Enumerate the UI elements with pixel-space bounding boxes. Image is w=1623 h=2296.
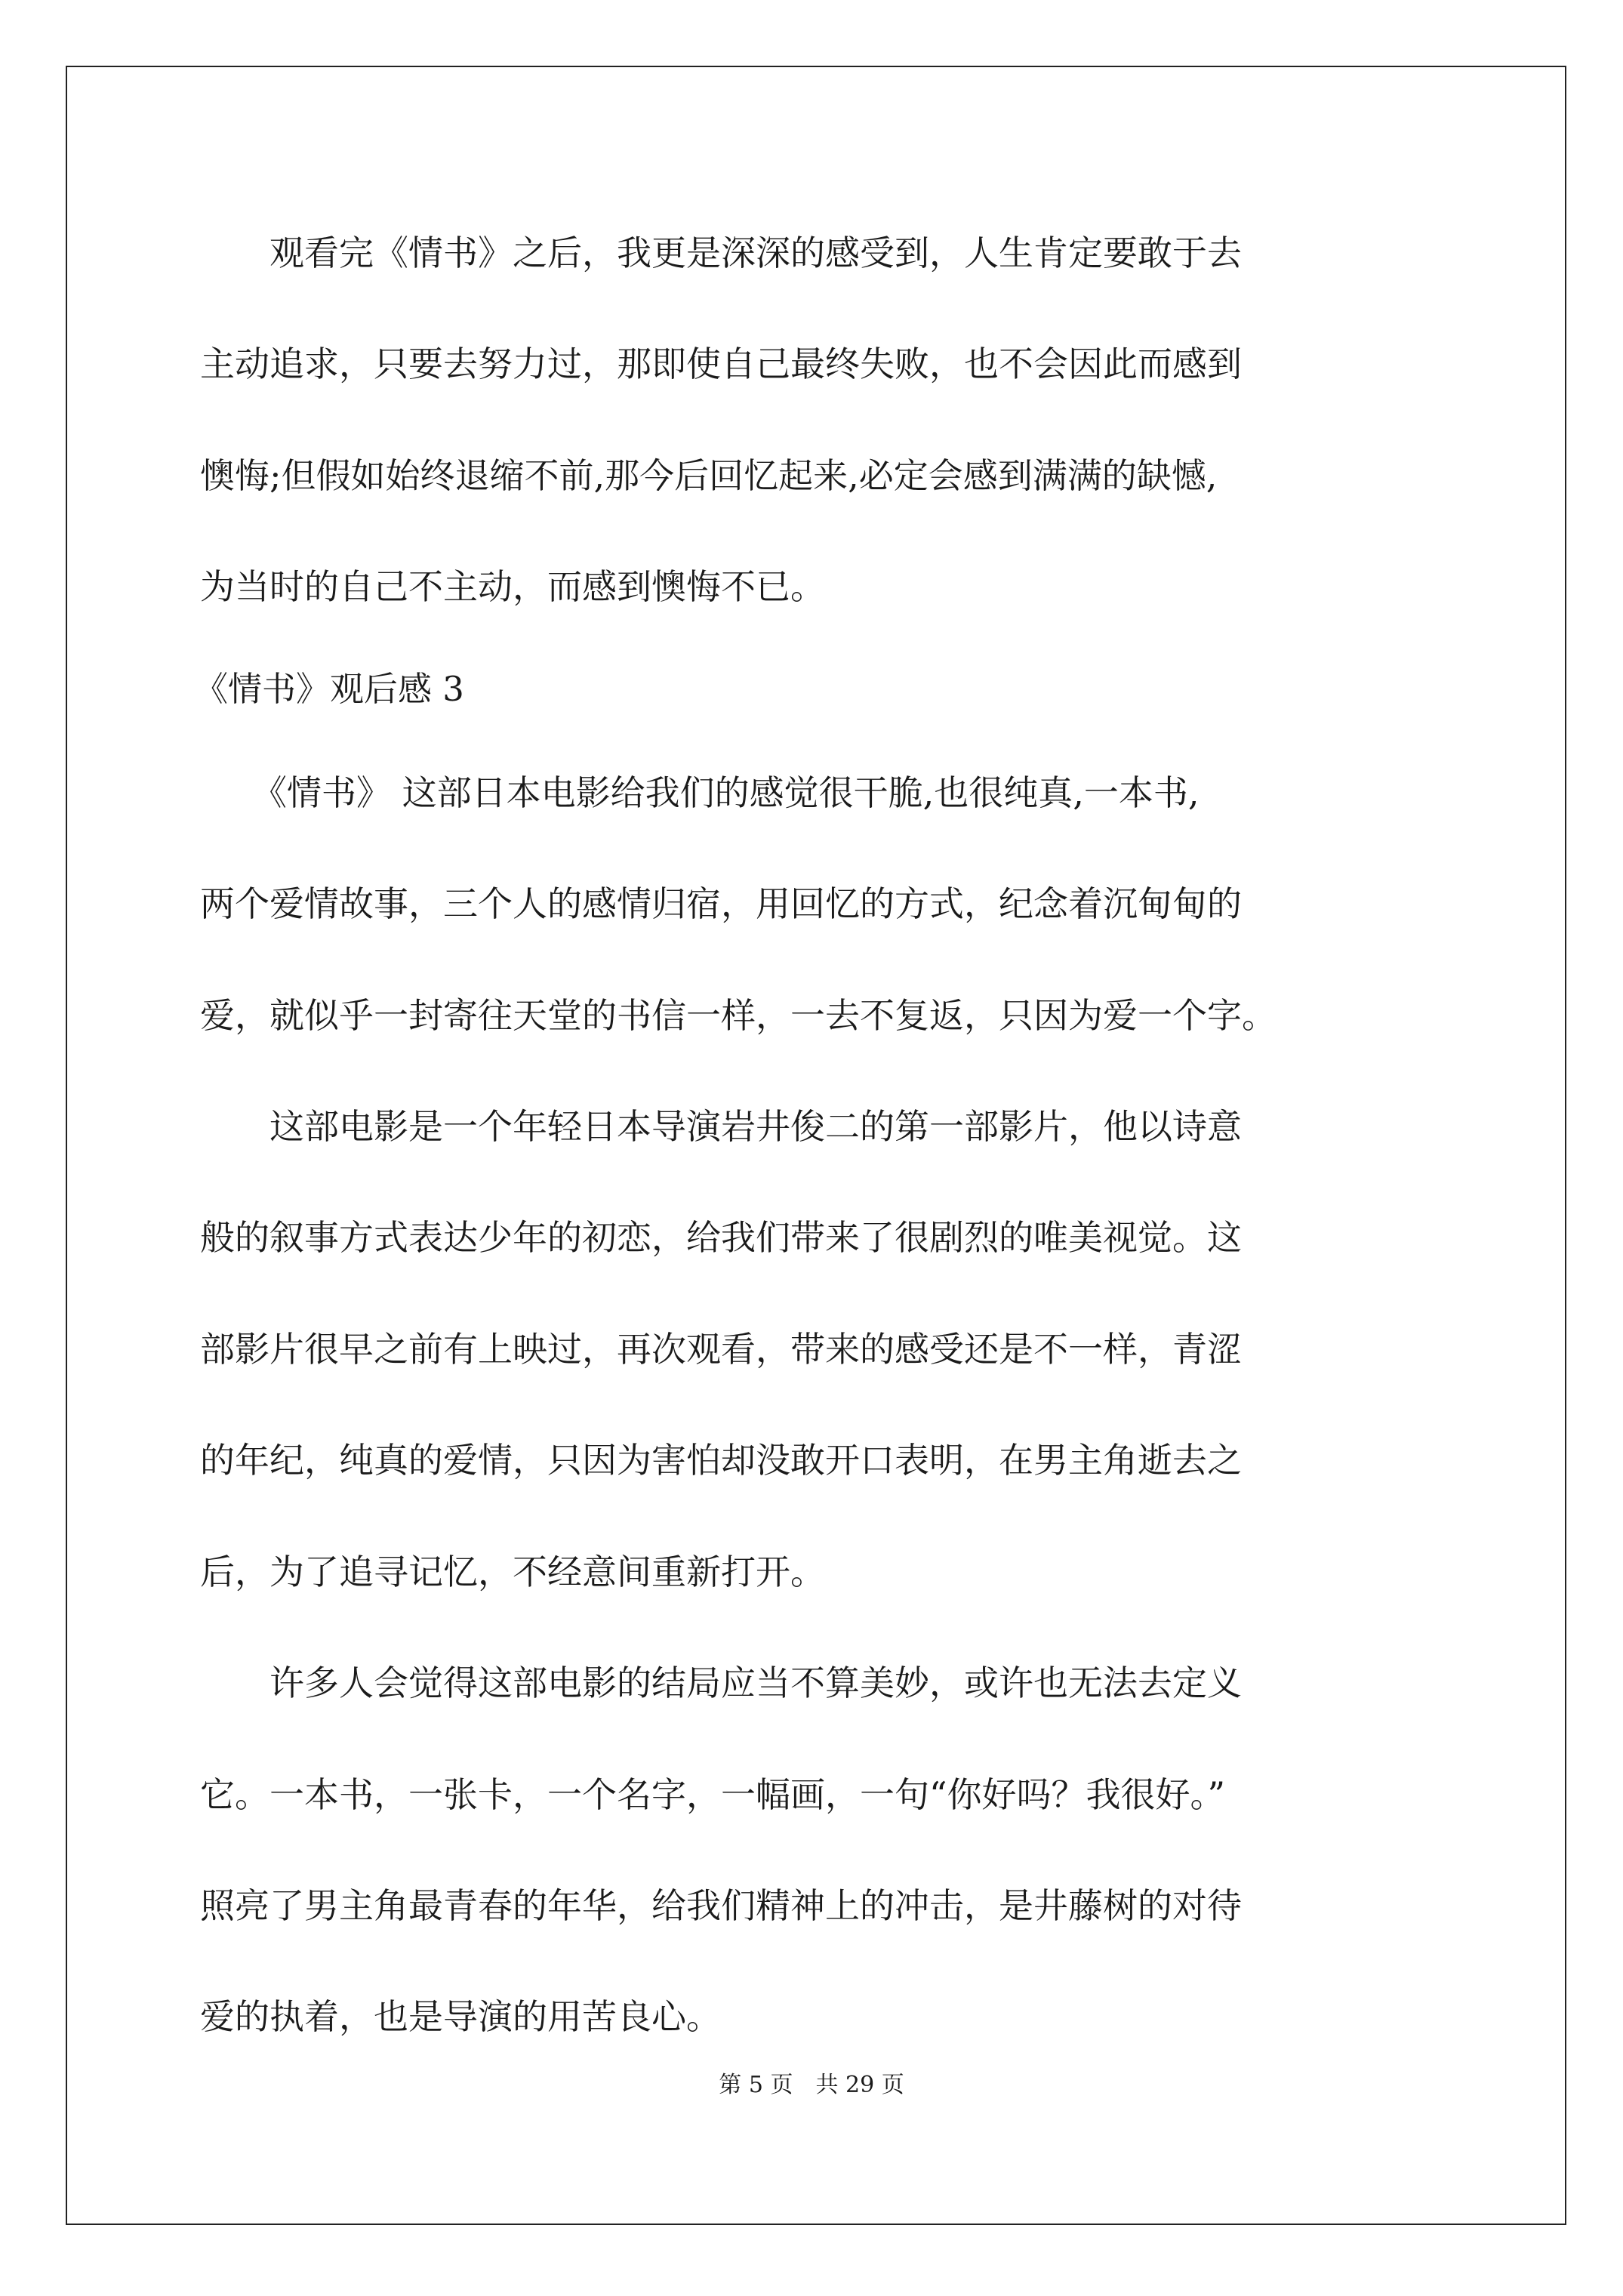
paragraph-2-line-3: 爱，就似乎一封寄往天堂的书信一样，一去不复返，只因为爱一个字。 (200, 995, 1277, 1036)
page-number-footer: 第 5 页 共 29 页 (719, 2072, 904, 2098)
paragraph-3-line-5: 后，为了追寻记忆，不经意间重新打开。 (200, 1552, 825, 1592)
paragraph-1-line-2: 主动追求，只要去努力过，那即使自己最终失败，也不会因此而感到 (200, 344, 1242, 384)
paragraph-4-line-1: 许多人会觉得这部电影的结局应当不算美妙，或许也无法去定义 (200, 1663, 1242, 1703)
paragraph-3-line-1: 这部电影是一个年轻日本导演岩井俊二的第一部影片，他以诗意 (200, 1106, 1242, 1147)
paragraph-3-line-3: 部影片很早之前有上映过，再次观看，带来的感受还是不一样，青涩 (200, 1329, 1242, 1370)
paragraph-1-line-4: 为当时的自己不主动，而感到懊悔不已。 (200, 566, 825, 607)
paragraph-4-line-4: 爱的执着，也是导演的用苦良心。 (200, 1996, 721, 2037)
paragraph-2-line-2: 两个爱情故事，三个人的感情归宿，用回忆的方式，纪念着沉甸甸的 (200, 883, 1242, 924)
paragraph-4-line-3: 照亮了男主角最青春的年华，给我们精神上的冲击，是井藤树的对待 (200, 1885, 1242, 1926)
paragraph-4-line-2: 它。一本书，一张卡，一个名字，一幅画，一句“你好吗？我很好。” (200, 1774, 1226, 1815)
paragraph-1-line-1: 观看完《情书》之后，我更是深深的感受到，人生肯定要敢于去 (200, 233, 1242, 273)
section-heading: 《情书》观后感 3 (194, 669, 464, 709)
paragraph-3-line-2: 般的叙事方式表达少年的初恋，给我们带来了很剧烈的唯美视觉。这 (200, 1217, 1242, 1258)
paragraph-1-line-3: 懊悔;但假如始终退缩不前,那今后回忆起来,必定会感到满满的缺憾, (200, 455, 1218, 496)
paragraph-2-line-1: 《情书》 这部日本电影给我们的感觉很干脆,也很纯真,一本书, (200, 772, 1200, 813)
paragraph-3-line-4: 的年纪，纯真的爱情，只因为害怕却没敢开口表明，在男主角逝去之 (200, 1440, 1242, 1481)
